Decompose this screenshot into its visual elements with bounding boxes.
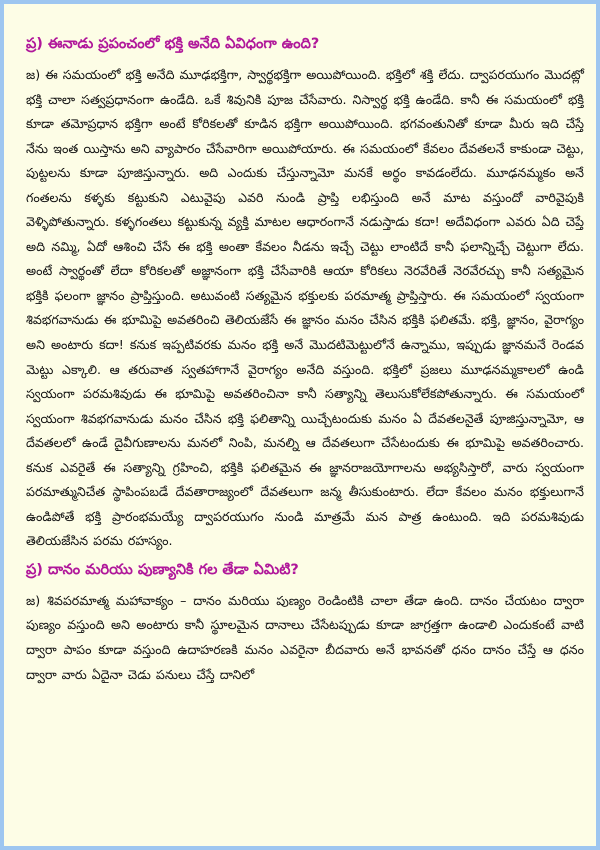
question-heading: ప్ర) దానం మరియు పుణ్యానికి గల తేడా ఏమిటి?	[26, 561, 299, 578]
document-body	[26, 34, 584, 693]
question-heading: ప్ర) ఈనాడు ప్రపంచంలో భక్తి అనేది ఏవిధంగా ఉంది?	[26, 36, 320, 52]
answer-paragraph: జ) ఈ సమయంలో భక్తి అనేది మూఢభక్తిగా, స్వార్థభక్తిగా అయిపోయింది. భక్తిలో శక్తి లేదు. ద్వాపరయుగం మొదట్లో భక్తి చాలా సత్వప్రధానంగా ఉండేది. ఒకే శివునికి పూజ చేసేవారు. నిస్వార్థ భక్తి ఉండేది. కానీ ఈ సమయంలో భక్తి కూడా తమోప్రధాన భక్తిగా అంటే కోరికలతో కూడిన భక్తిగా అయిపోయింది. భగవంతునితో కూడా మీరు ఇది చేస్తే నేను ఇంత యిస్తాను అని వ్యాపారం చేసేవారిగా అయిపోయారు. ఈ సమయంలో కేవలం దేవతలనే కాకుండా చెట్టు, పుట్టలను కూడా పూజిస్తున్నారు. అది ఎందుకు చేస్తున్నామో మనకే అర్థం కావడంలేదు. మూఢనమ్మకం అనే గంతలను కళ్ళకు కట్టుకుని ఎటువైపు ఎవరి నుండి ప్రాప్తి లభిస్తుంది అనే మాట వస్తుందో వారివైపుకి వెళ్ళిపోతున్నారు. కళ్ళగంతలు కట్టుకున్న వ్యక్తి మాటల ఆధారంగానే నడుస్తాడు కదా! అదేవిధంగా ఎవరు ఏది చెప్తే అది నమ్మి, ఏదో ఆశించి చేసే ఈ భక్తి అంతా కేవలం నీడను ఇచ్చే చెట్టు లాంటిదే కానీ ఫలాన్నిచ్చే చెట్టుగా లేదు. అంటే స్వార్థంతో లేదా కోరికలతో అజ్ఞానంగా భక్తి చేసేవారికి ఆయా కోరికలు నెరవేరితే నెరవేరచ్చు కానీ సత్యమైన భక్తికి ఫలంగా జ్ఞానం ప్రాప్తిస్తుంది. అటువంటి సత్యమైన భక్తులకు పరమాత్మ ప్రాప్తిస్తారు. ఈ సమయంలో స్వయంగా శివభగవానుడు ఈ భూమిపై అవతరించి తెలియజేసే ఈ జ్ఞానం మనం చేసిన భక్తికి ఫలితమే. భక్తి, జ్ఞానం, వైరాగ్యం అని అంటారు కదా! కనుక ఇప్పటివరకు మనం భక్తి అనే మొదటిమెట్టులోనే ఉన్నాము, ఇప్పుడు జ్ఞానమనే రెండవ మెట్టు ఎక్కాలి. ఆ తరువాత స్వతహాగానే వైరాగ్యం అనేది వస్తుంది. భక్తిలో ప్రజలు మూఢనమ్మకాలలో ఉండి స్వయంగా పరమశివుడు ఈ భూమిపై అవతరించినా కానీ సత్యాన్ని తెలుసుకోలేకపోతున్నారు. ఈ సమయంలో స్వయంగా శివభగవానుడు మనం చేసిన భక్తి ఫలితాన్ని యిచ్చేటందుకు మనం ఏ దేవతలనైతే పూజిస్తున్నామో, ఆ దేవతలలో ఉండే దైవీగుణాలను మనలో నింపి, మనల్ని ఆ దేవతలుగా చేసేటందుకు ఈ భూమిపై అవతరించారు. కనుక ఎవరైతే ఈ సత్యాన్ని గ్రహించి, భక్తికి ఫలితమైన ఈ జ్ఞానరాజయోగాలను అభ్యసిస్తారో, వారు స్వయంగా పరమాత్మునిచేత స్థాపింపబడే దేవతారాజ్యంలో దేవతలుగా జన్మ తీసుకుంటారు. లేదా కేవలం మనం భక్తులుగానే ఉండిపోతే భక్తి ప్రారంభమయ్యే ద్వాపరయుగం నుండి మాత్రమే మన పాత్ర ఉంటుంది. ఇది పరమశివుడు తెలియజేసిన పరమ రహస్యం.	[26, 67, 584, 549]
answer-paragraph: జ) శివపరమాత్మ మహావాక్యం – దానం మరియు పుణ్యం రెండింటికి చాలా తేడా ఉంది. దానం చేయటం ద్వారా పుణ్యం వస్తుంది అని అంటారు కానీ స్థూలమైన దానాలు చేసేటప్పుడు కూడా జాగ్రత్తగా ఉండాలి ఎందుకంటే వాటి ద్వారా పాపం కూడా వస్తుంది ఉదాహరణకి మనం ఎవరైనా బీదవారు అనే భావనతో ధనం దానం చేస్తే ఆ ధనం ద్వారా వారు ఏదైనా చెడు పనులు చేస్తే దానిలో	[26, 592, 584, 682]
